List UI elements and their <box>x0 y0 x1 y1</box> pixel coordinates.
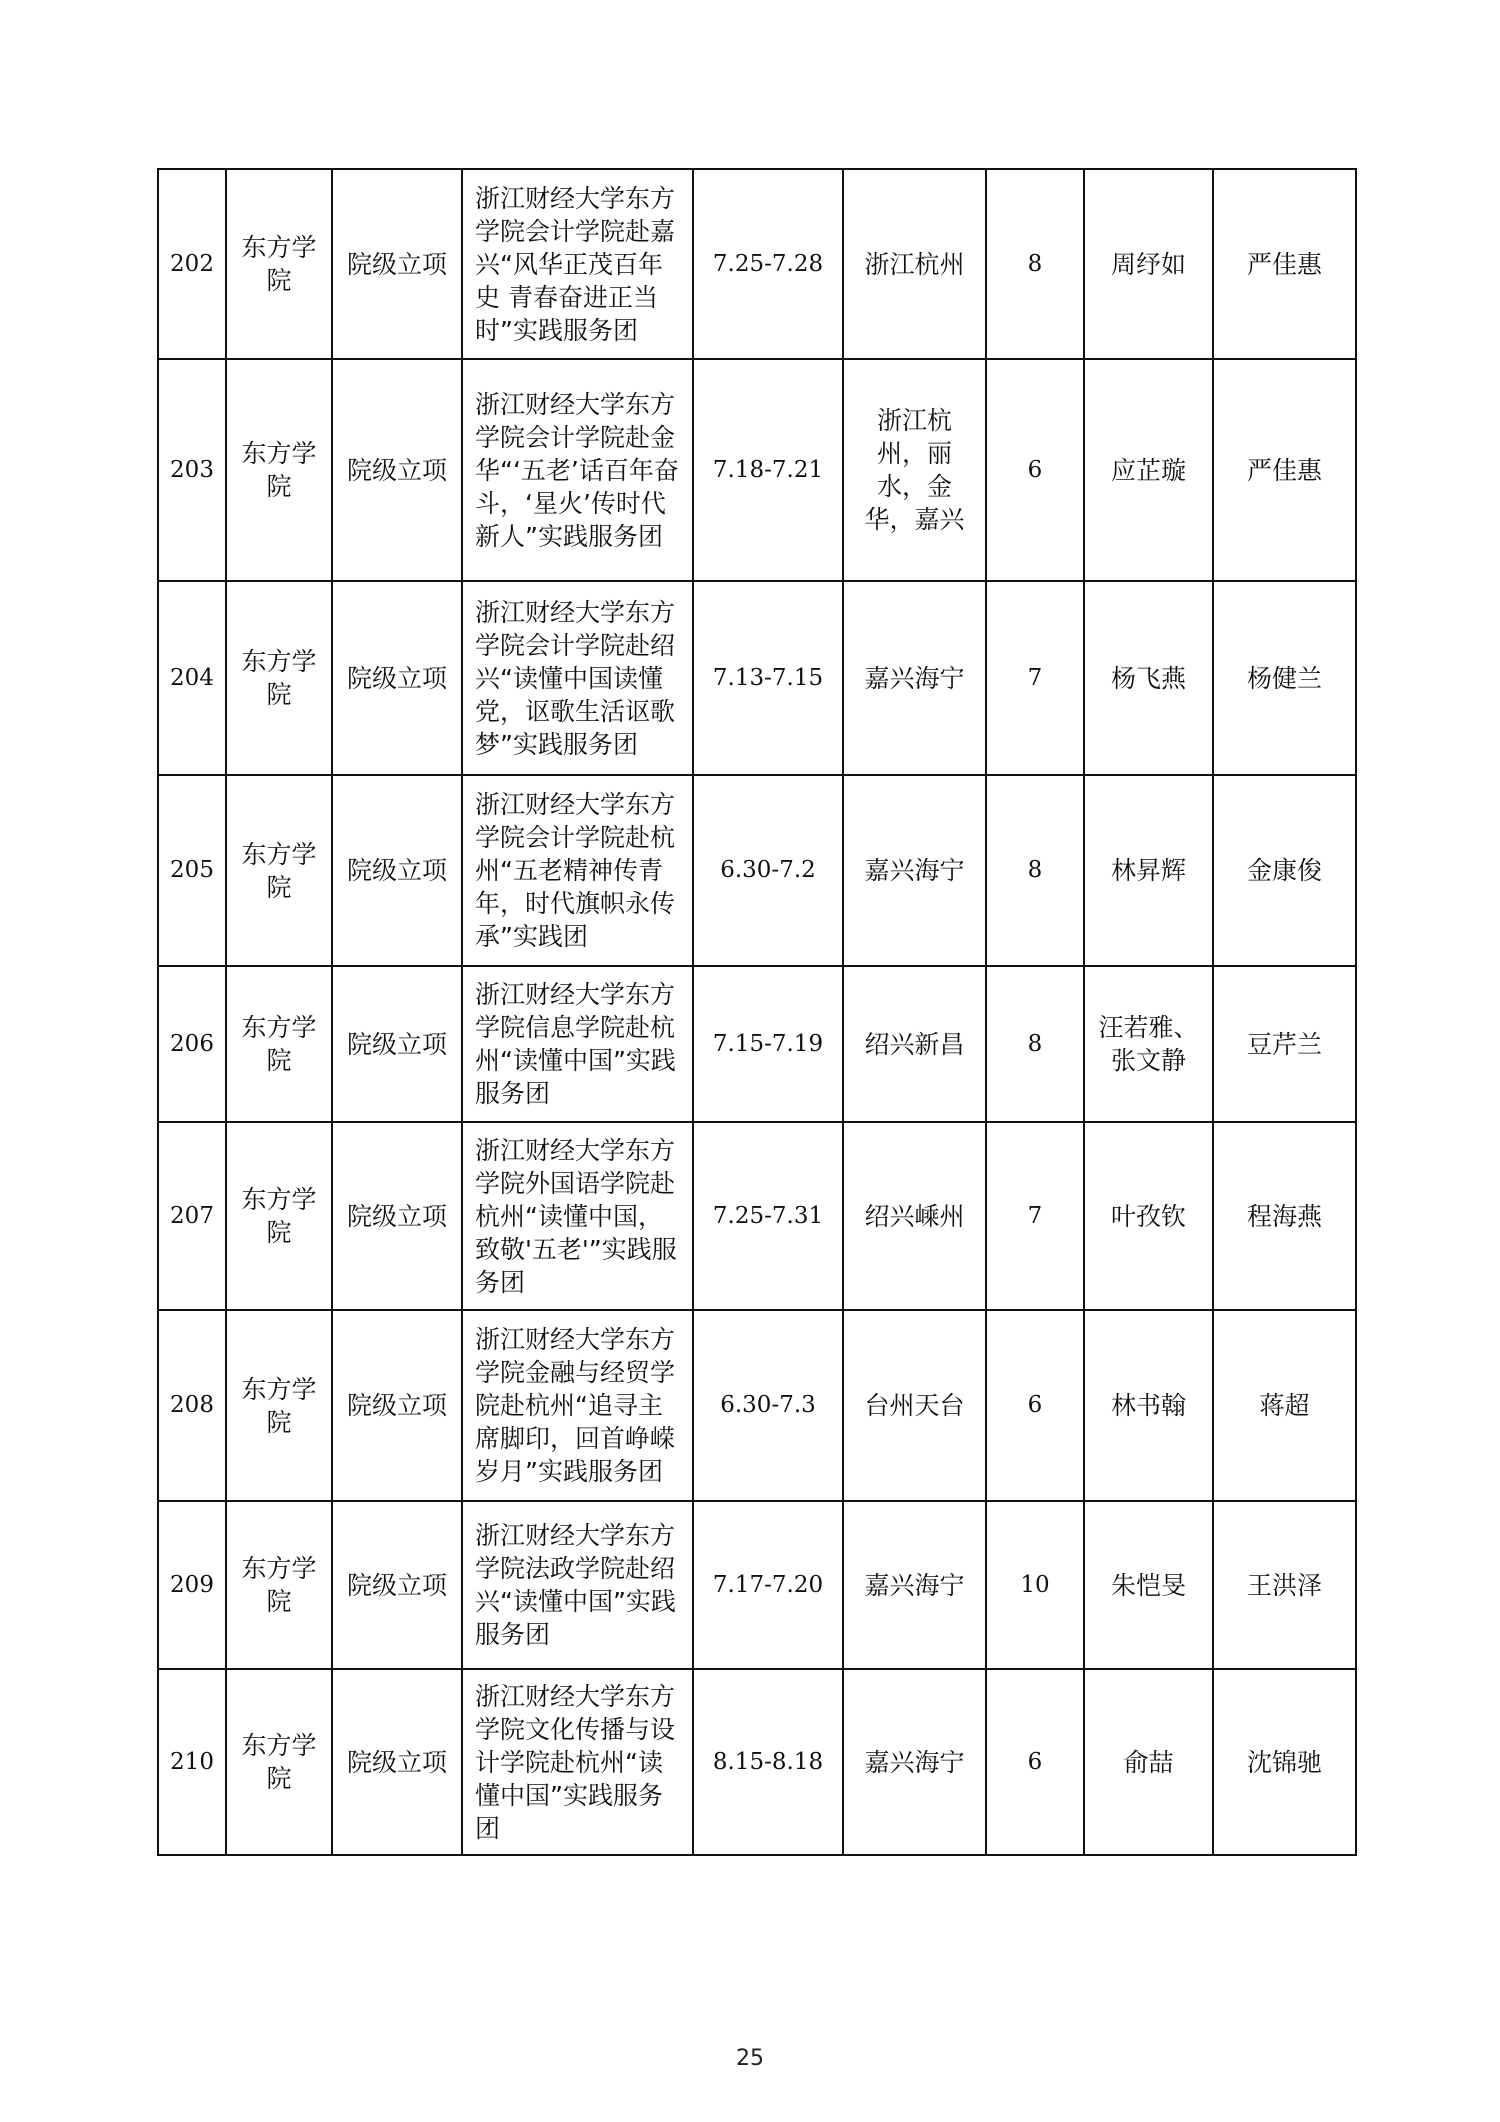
dates-cell: 8.15-8.18 <box>693 1669 843 1855</box>
members-cell: 10 <box>986 1501 1084 1669</box>
project-name-cell: 浙江财经大学东方学院金融与经贸学院赴杭州“追寻主席脚印，回首峥嵘岁月”实践服务团 <box>462 1310 693 1501</box>
project-name-cell: 浙江财经大学东方学院会计学院赴绍兴“读懂中国读懂党，讴歌生活讴歌梦”实践服务团 <box>462 581 693 775</box>
dates-cell: 7.25-7.31 <box>693 1122 843 1310</box>
department-cell: 东方学院 <box>226 775 332 966</box>
department-cell: 东方学院 <box>226 966 332 1122</box>
row-number: 203 <box>158 359 226 581</box>
level-cell: 院级立项 <box>332 966 462 1122</box>
table-row <box>158 1122 1356 1310</box>
row-number: 207 <box>158 1122 226 1310</box>
project-name-cell: 浙江财经大学东方学院会计学院赴金华“‘五老’话百年奋斗，‘星火’传时代新人”实践服务团 <box>462 359 693 581</box>
table-row <box>158 581 1356 775</box>
dates-cell: 7.25-7.28 <box>693 169 843 359</box>
department-cell: 东方学院 <box>226 1501 332 1669</box>
level-cell: 院级立项 <box>332 169 462 359</box>
members-cell: 8 <box>986 966 1084 1122</box>
members-cell: 6 <box>986 359 1084 581</box>
advisor-cell: 沈锦驰 <box>1213 1669 1356 1855</box>
leader-cell: 林昇辉 <box>1084 775 1213 966</box>
level-cell: 院级立项 <box>332 1669 462 1855</box>
row-number: 209 <box>158 1501 226 1669</box>
advisor-cell: 豆芹兰 <box>1213 966 1356 1122</box>
advisor-cell: 金康俊 <box>1213 775 1356 966</box>
members-cell: 7 <box>986 581 1084 775</box>
page-number: 25 <box>736 2046 764 2071</box>
table-row <box>158 1310 1356 1501</box>
level-cell: 院级立项 <box>332 359 462 581</box>
location-cell: 浙江杭州 <box>843 169 986 359</box>
advisor-cell: 蒋超 <box>1213 1310 1356 1501</box>
table-row <box>158 1501 1356 1669</box>
advisor-cell: 王洪泽 <box>1213 1501 1356 1669</box>
department-cell: 东方学院 <box>226 581 332 775</box>
level-cell: 院级立项 <box>332 1310 462 1501</box>
project-table <box>157 168 1357 1856</box>
location-cell: 嘉兴海宁 <box>843 1669 986 1855</box>
advisor-cell: 严佳惠 <box>1213 169 1356 359</box>
table-body <box>158 169 1356 1855</box>
dates-cell: 7.15-7.19 <box>693 966 843 1122</box>
leader-cell: 林书翰 <box>1084 1310 1213 1501</box>
leader-cell: 周纾如 <box>1084 169 1213 359</box>
table-row <box>158 359 1356 581</box>
table-row <box>158 169 1356 359</box>
row-number: 210 <box>158 1669 226 1855</box>
location-cell: 台州天台 <box>843 1310 986 1501</box>
department-cell: 东方学院 <box>226 1669 332 1855</box>
leader-cell: 汪若雅、张文静 <box>1084 966 1213 1122</box>
leader-cell: 杨飞燕 <box>1084 581 1213 775</box>
members-cell: 8 <box>986 775 1084 966</box>
location-cell: 嘉兴海宁 <box>843 1501 986 1669</box>
level-cell: 院级立项 <box>332 1501 462 1669</box>
level-cell: 院级立项 <box>332 775 462 966</box>
advisor-cell: 程海燕 <box>1213 1122 1356 1310</box>
location-cell: 绍兴嵊州 <box>843 1122 986 1310</box>
department-cell: 东方学院 <box>226 359 332 581</box>
project-name-cell: 浙江财经大学东方学院外国语学院赴杭州“读懂中国，致敬'五老'”实践服务团 <box>462 1122 693 1310</box>
members-cell: 6 <box>986 1669 1084 1855</box>
location-cell: 嘉兴海宁 <box>843 581 986 775</box>
advisor-cell: 严佳惠 <box>1213 359 1356 581</box>
project-name-cell: 浙江财经大学东方学院会计学院赴杭州“五老精神传青年，时代旗帜永传承”实践团 <box>462 775 693 966</box>
table-row <box>158 1669 1356 1855</box>
leader-cell: 叶孜钦 <box>1084 1122 1213 1310</box>
row-number: 208 <box>158 1310 226 1501</box>
project-name-cell: 浙江财经大学东方学院文化传播与设计学院赴杭州“读懂中国”实践服务团 <box>462 1669 693 1855</box>
location-cell: 嘉兴海宁 <box>843 775 986 966</box>
leader-cell: 应芷璇 <box>1084 359 1213 581</box>
dates-cell: 6.30-7.2 <box>693 775 843 966</box>
department-cell: 东方学院 <box>226 1310 332 1501</box>
members-cell: 7 <box>986 1122 1084 1310</box>
department-cell: 东方学院 <box>226 1122 332 1310</box>
leader-cell: 朱恺旻 <box>1084 1501 1213 1669</box>
dates-cell: 7.18-7.21 <box>693 359 843 581</box>
level-cell: 院级立项 <box>332 581 462 775</box>
table-row <box>158 966 1356 1122</box>
dates-cell: 6.30-7.3 <box>693 1310 843 1501</box>
level-cell: 院级立项 <box>332 1122 462 1310</box>
table-row <box>158 775 1356 966</box>
location-cell: 浙江杭州，丽水，金华，嘉兴 <box>843 359 986 581</box>
members-cell: 8 <box>986 169 1084 359</box>
location-cell: 绍兴新昌 <box>843 966 986 1122</box>
row-number: 205 <box>158 775 226 966</box>
department-cell: 东方学院 <box>226 169 332 359</box>
leader-cell: 俞喆 <box>1084 1669 1213 1855</box>
project-name-cell: 浙江财经大学东方学院信息学院赴杭州“读懂中国”实践服务团 <box>462 966 693 1122</box>
row-number: 206 <box>158 966 226 1122</box>
members-cell: 6 <box>986 1310 1084 1501</box>
project-name-cell: 浙江财经大学东方学院会计学院赴嘉兴“风华正茂百年史 青春奋进正当时”实践服务团 <box>462 169 693 359</box>
dates-cell: 7.17-7.20 <box>693 1501 843 1669</box>
dates-cell: 7.13-7.15 <box>693 581 843 775</box>
advisor-cell: 杨健兰 <box>1213 581 1356 775</box>
row-number: 204 <box>158 581 226 775</box>
project-name-cell: 浙江财经大学东方学院法政学院赴绍兴“读懂中国”实践服务团 <box>462 1501 693 1669</box>
row-number: 202 <box>158 169 226 359</box>
